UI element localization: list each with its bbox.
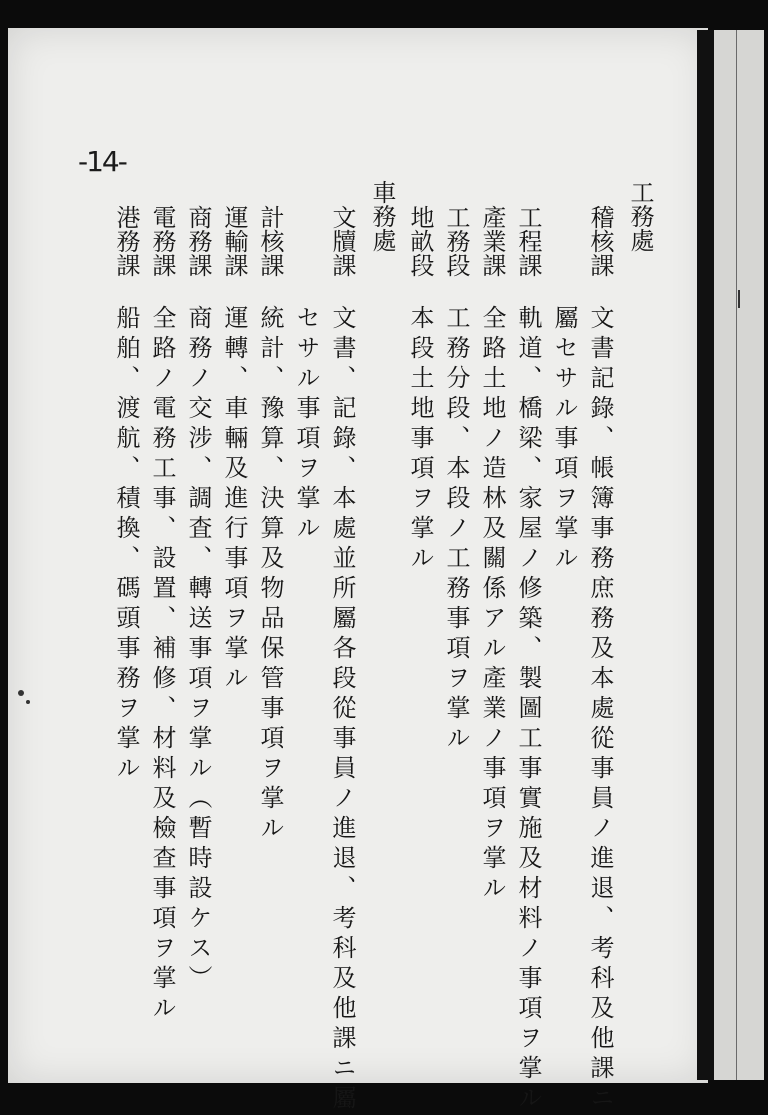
dept-documents-desc-1: 文書、記錄、本處並所屬各段從事員ノ進退、考科及他課ニ屬 <box>328 305 356 1115</box>
page-edge-line <box>736 30 737 1080</box>
dept-accounting: 計核課 <box>256 205 284 277</box>
dept-transport: 運輸課 <box>220 205 248 277</box>
dept-audit-desc-1: 文書記錄、帳簿事務庶務及本處從事員ノ進退、考科及他課ニ <box>586 305 614 1115</box>
dept-industry: 產業課 <box>478 205 506 277</box>
dept-land-section: 地畝段 <box>406 205 434 277</box>
dept-harbour: 港務課 <box>112 205 140 277</box>
dept-works-section: 工務段 <box>442 205 470 277</box>
dept-industry-desc: 全路土地ノ造林及關係アル產業ノ事項ヲ掌ル <box>478 305 506 905</box>
dept-commerce: 商務課 <box>184 205 212 277</box>
dept-engineering-desc: 軌道、橋梁、家屋ノ修築、製圖工事實施及材料ノ事項ヲ掌ル <box>514 305 542 1115</box>
page-edge <box>714 30 764 1080</box>
scan-mark <box>738 290 740 308</box>
scan-speck <box>26 700 30 704</box>
dept-audit: 稽核課 <box>586 205 614 277</box>
section-title-public-works: 工務處 <box>626 180 654 252</box>
dept-accounting-desc: 統計、豫算、決算及物品保管事項ヲ掌ル <box>256 305 284 845</box>
dept-telegraph-desc: 全路ノ電務工事、設置、補修、材料及檢查事項ヲ掌ル <box>148 305 176 1025</box>
dept-land-section-desc: 本段土地事項ヲ掌ル <box>406 305 434 575</box>
dept-engineering: 工程課 <box>514 205 542 277</box>
dept-transport-desc: 運轉、車輛及進行事項ヲ掌ル <box>220 305 248 695</box>
page-number: -14- <box>78 145 126 178</box>
dept-works-section-desc: 工務分段、本段ノ工務事項ヲ掌ル <box>442 305 470 755</box>
dept-audit-desc-2: 屬セサル事項ヲ掌ル <box>550 305 578 575</box>
section-title-traffic: 車務處 <box>368 180 396 252</box>
dept-documents-desc-2: セサル事項ヲ掌ル <box>292 305 320 545</box>
dept-documents: 文牘課 <box>328 205 356 277</box>
dept-telegraph: 電務課 <box>148 205 176 277</box>
scan-speck <box>18 690 24 696</box>
dept-harbour-desc: 船舶、渡航、積換、碼頭事務ヲ掌ル <box>112 305 140 785</box>
dept-commerce-desc: 商務ノ交涉、調査、轉送事項ヲ掌ル（暫時設ケス） <box>184 305 212 995</box>
